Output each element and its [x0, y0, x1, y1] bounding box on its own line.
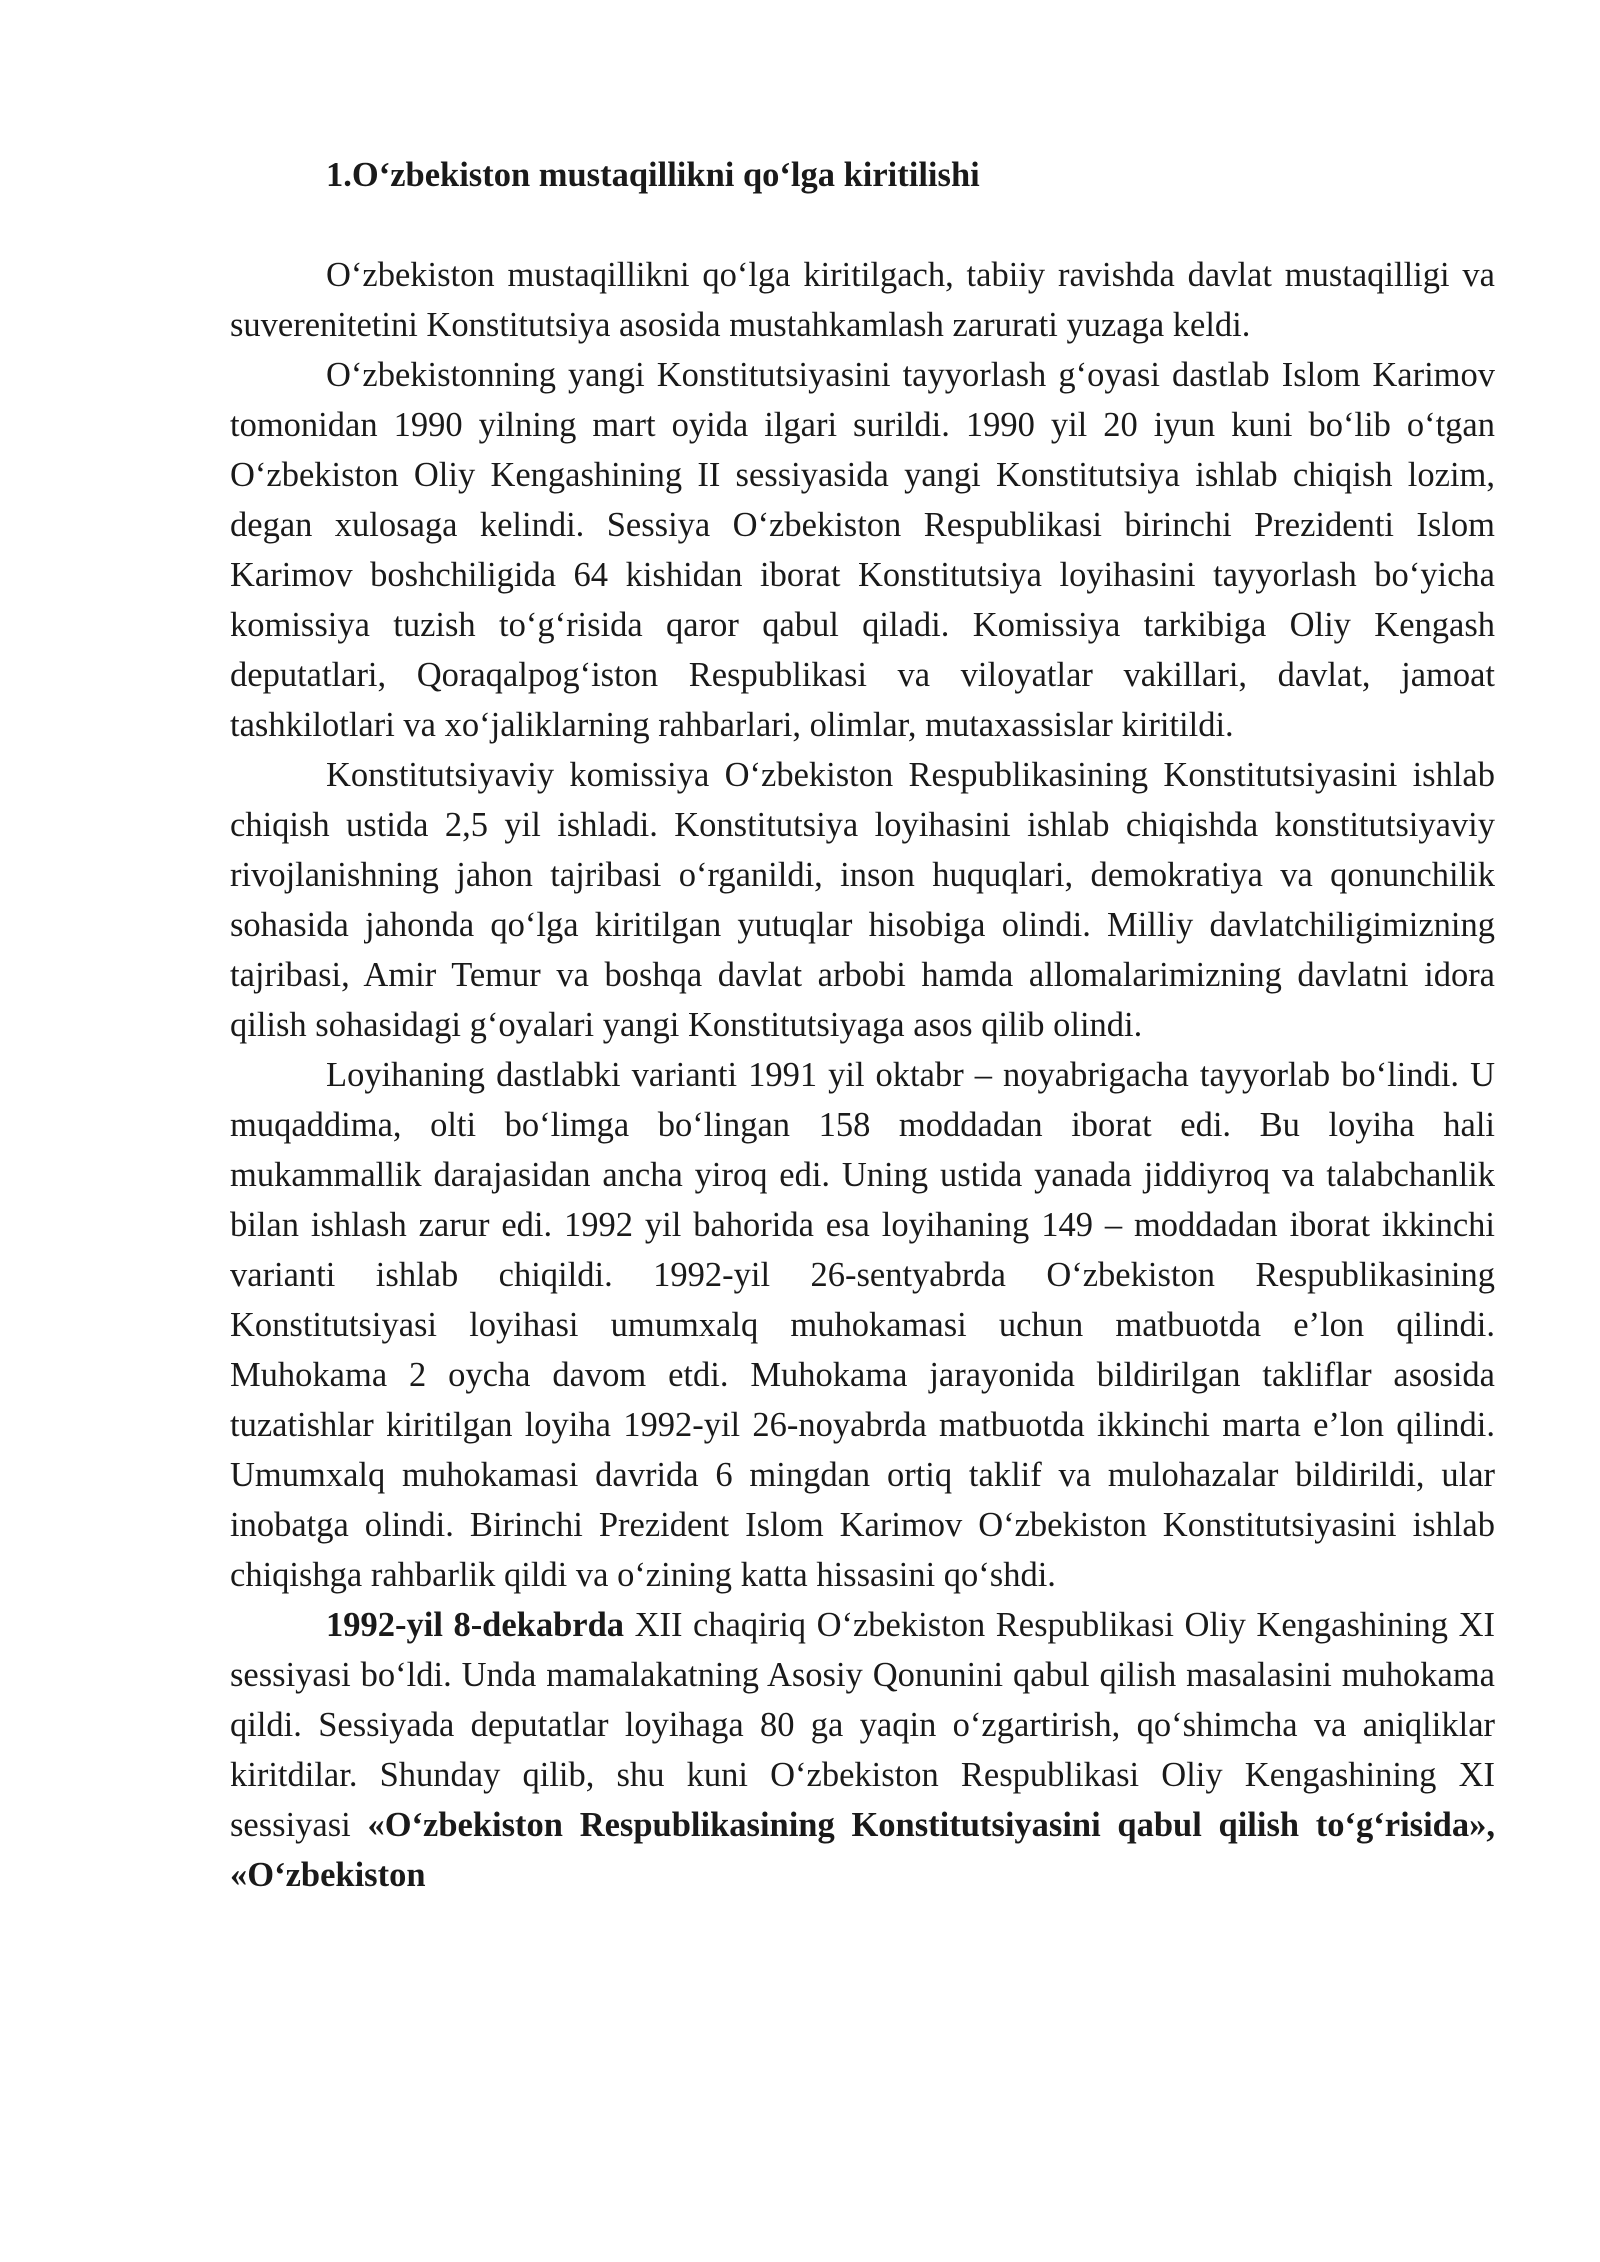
page-title: 1.O‘zbekiston mustaqillikni qo‘lga kiritilishi — [326, 156, 980, 194]
bold-resolution-title: «O‘zbekiston Respublikasining Konstitutsiyasini qabul qilish to‘g‘risida», «O‘zbekiston — [230, 1806, 1495, 1894]
paragraph-2: O‘zbekistonning yangi Konstitutsiyasini tayyorlash g‘oyasi dastlab Islom Karimov tomonidan 1990 yilning mart oyida ilgari surildi. 1990 yil 20 iyun kuni bo‘lib o‘tgan O‘zbekiston Oliy Kengashining II sessiyasida yangi Konstitutsiya ishlab chiqish lozim, degan xulosaga kelindi. Sessiya O‘zbekiston Respublikasi birinchi Prezidenti Islom Karimov boshchiligida 64 kishidan iborat Konstitutsiya loyihasini tayyorlash bo‘yicha komissiya tuzish to‘g‘risida qaror qabul qiladi. Komissiya tarkibiga Oliy Kengash deputatlari, Qoraqalpog‘iston Respublikasi va viloyatlar vakillari, davlat, jamoat tashkilotlari va xo‘jaliklarning rahbarlari, olimlar, mutaxassislar kiritildi. — [230, 356, 1495, 744]
bold-date: 1992-yil 8-dekabrda — [326, 1606, 625, 1644]
paragraph-4: Loyihaning dastlabki varianti 1991 yil oktabr – noyabrigacha tayyorlab bo‘lindi. U muqaddima, olti bo‘limga bo‘lingan 158 moddadan iborat edi. Bu loyiha hali mukammallik darajasidan ancha yiroq edi. Uning ustida yanada jiddiyroq va talabchanlik bilan ishlash zarur edi. 1992 yil bahorida esa loyihaning 149 – moddadan iborat ikkinchi varianti ishlab chiqildi. 1992-yil 26-sentyabrda O‘zbekiston Respublikasining Konstitutsiyasi loyihasi umumxalq muhokamasi uchun matbuotda e’lon qilindi. Muhokama 2 oycha davom etdi. Muhokama jarayonida bildirilgan takliflar asosida tuzatishlar kiritilgan loyiha 1992-yil 26-noyabrda matbuotda ikkinchi marta e’lon qilindi. Umumxalq muhokamasi davrida 6 mingdan ortiq taklif va mulohazalar bildirildi, ular inobatga olindi. Birinchi Prezident Islom Karimov O‘zbekiston Konstitutsiyasini ishlab chiqishga rahbarlik qildi va o‘zining katta hissasini qo‘shdi. — [230, 1056, 1495, 1594]
paragraph-5 — [230, 1600, 1495, 1900]
paragraph-1: O‘zbekiston mustaqillikni qo‘lga kiritilgach, tabiiy ravishda davlat mustaqilligi va suverenitetini Konstitutsiya asosida mustahkamlash zarurati yuzaga keldi. — [230, 256, 1495, 344]
document-page — [230, 150, 1495, 1900]
paragraph-3: Konstitutsiyaviy komissiya O‘zbekiston Respublikasining Konstitutsiyasini ishlab chiqish ustida 2,5 yil ishladi. Konstitutsiya loyihasini ishlab chiqishda konstitutsiyaviy rivojlanishning jahon tajribasi o‘rganildi, inson huquqlari, demokratiya va qonunchilik sohasida jahonda qo‘lga kiritilgan yutuqlar hisobiga olindi. Milliy davlatchiligimizning tajribasi, Amir Temur va boshqa davlat arbobi hamda allomalarimizning davlatni idora qilish sohasidagi g‘oyalari yangi Konstitutsiyaga asos qilib olindi. — [230, 756, 1495, 1044]
paragraph-5-text: XII chaqiriq O‘zbekiston Respublikasi Oliy Kengashining XI sessiyasi bo‘ldi. Unda mamalakatning Asosiy Qonunini qabul qilish masalasini muhokama qildi. Sessiyada deputatlar loyihaga 80 ga yaqin o‘zgartirish, qo‘shimcha va aniqliklar kiritdilar. Shunday qilib, shu kuni O‘zbekiston Respublikasi Oliy Kengashining XI sessiyasi — [230, 1606, 1495, 1844]
